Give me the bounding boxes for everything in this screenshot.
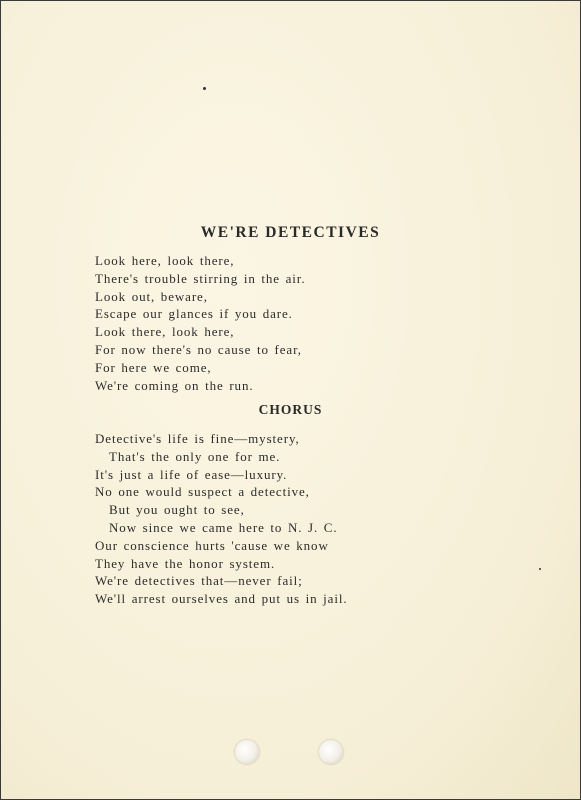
verse-stanza xyxy=(95,252,305,394)
verse-line: Look here, look there, xyxy=(95,253,235,268)
chorus-heading: CHORUS xyxy=(258,402,323,417)
chorus-line: Detective's life is fine—mystery, xyxy=(95,431,300,446)
chorus-line: They have the honor system. xyxy=(95,555,276,571)
verse-line: Look out, beware, xyxy=(95,288,208,304)
verse-line: For here we come, xyxy=(95,359,212,375)
verse-line: There's trouble stirring in the air. xyxy=(95,270,306,286)
song-title: WE'RE DETECTIVES xyxy=(200,224,381,241)
chorus-line: It's just a life of ease—luxury. xyxy=(95,466,288,482)
chorus-line: We'll arrest ourselves and put us in jail. xyxy=(95,591,348,607)
chorus-line: But you ought to see, xyxy=(109,502,245,518)
chorus-line: Now since we came here to N. J. C. xyxy=(109,519,338,535)
chorus-line: Our conscience hurts 'cause we know xyxy=(95,537,329,553)
verse-line: We're coming on the run. xyxy=(95,377,254,393)
ink-speck xyxy=(539,568,541,570)
verse-line: For now there's no cause to fear, xyxy=(95,341,302,357)
chorus-stanza xyxy=(95,430,348,608)
verse-line: Escape our glances if you dare. xyxy=(95,306,293,322)
chorus-line: No one would suspect a detective, xyxy=(95,484,310,500)
verse-line: Look there, look here, xyxy=(95,324,235,340)
chorus-line: We're detectives that—never fail; xyxy=(95,573,303,589)
chorus-line: That's the only one for me. xyxy=(109,448,281,464)
ink-speck xyxy=(203,87,206,90)
binding-hole xyxy=(319,740,343,764)
binding-hole xyxy=(235,740,259,764)
